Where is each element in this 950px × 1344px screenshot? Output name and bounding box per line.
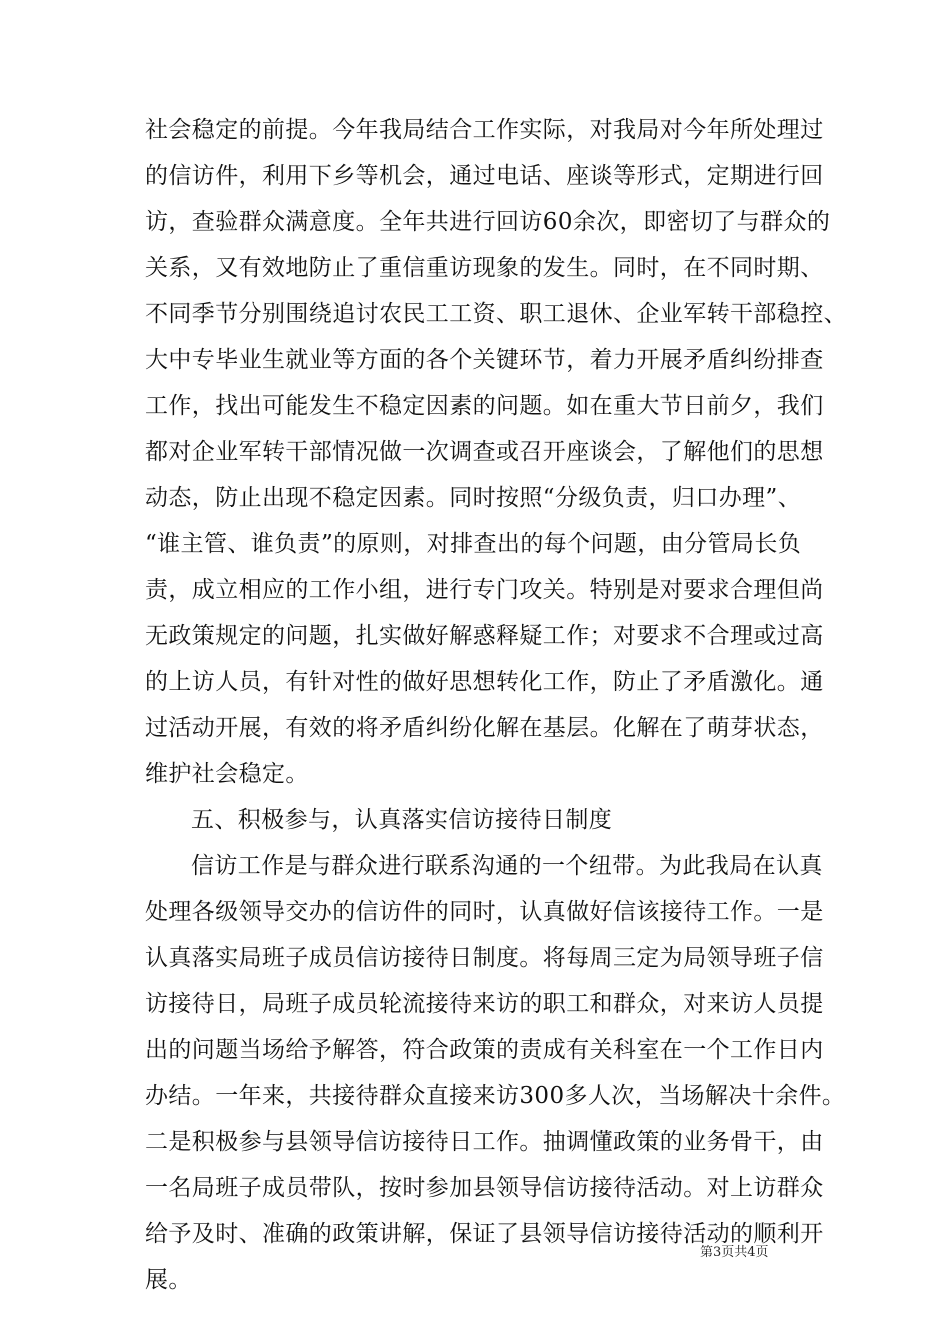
text-line: 认真落实局班子成员信访接待日制度。将每周三定为局领导班子信 <box>145 945 824 971</box>
text-line: 信访工作是与群众进行联系沟通的一个纽带。为此我局在认真 <box>191 853 823 879</box>
text-line: 出的问题当场给予解答，符合政策的责成有关科室在一个工作日内 <box>145 1037 824 1063</box>
text-line: 的信访件，利用下乡等机会，通过电话、座谈等形式，定期进行回 <box>145 163 824 189</box>
text-line: 过活动开展，有效的将矛盾纠纷化解在基层。化解在了萌芽状态， <box>145 715 824 741</box>
text-line: 一名局班子成员带队，按时参加县领导信访接待活动。对上访群众 <box>145 1175 824 1201</box>
section-heading: 五、积极参与，认真落实信访接待日制度 <box>191 807 613 833</box>
text-line: 不同季节分别围绕追讨农民工工资、职工退休、企业军转干部稳控、 <box>145 301 847 327</box>
text-line: 都对企业军转干部情况做一次调查或召开座谈会，了解他们的思想 <box>145 439 824 465</box>
text-line: 给予及时、准确的政策讲解，保证了县领导信访接待活动的顺利开 <box>145 1221 824 1247</box>
text-line: 无政策规定的问题，扎实做好解惑释疑工作；对要求不合理或过高 <box>145 623 824 649</box>
page-number: 第3页共4页 <box>700 1245 769 1260</box>
text-line: 工作，找出可能发生不稳定因素的问题。如在重大节日前夕，我们 <box>145 393 824 419</box>
text-line: 社会稳定的前提。今年我局结合工作实际，对我局对今年所处理过 <box>145 117 824 143</box>
text-line: 的上访人员，有针对性的做好思想转化工作，防止了矛盾激化。通 <box>145 669 824 695</box>
text-line: 访接待日，局班子成员轮流接待来访的职工和群众，对来访人员提 <box>145 991 824 1017</box>
text-line: 二是积极参与县领导信访接待日工作。抽调懂政策的业务骨干，由 <box>145 1129 824 1155</box>
text-line: 处理各级领导交办的信访件的同时，认真做好信该接待工作。一是 <box>145 899 824 925</box>
text-line: 访，查验群众满意度。全年共进行回访60余次，即密切了与群众的 <box>145 209 831 235</box>
text-line: “谁主管、谁负责”的原则，对排查出的每个问题，由分管局长负 <box>145 531 802 557</box>
text-line: 办结。一年来，共接待群众直接来访300多人次，当场解决十余件。 <box>145 1083 846 1109</box>
text-line: 关系，又有效地防止了重信重访现象的发生。同时，在不同时期、 <box>145 255 824 281</box>
text-line: 动态，防止出现不稳定因素。同时按照“分级负责，归口办理”、 <box>145 485 802 511</box>
text-line: 维护社会稳定。 <box>145 761 309 787</box>
text-line: 责，成立相应的工作小组，进行专门攻关。特别是对要求合理但尚 <box>145 577 824 603</box>
text-line: 展。 <box>145 1267 192 1293</box>
text-line: 大中专毕业生就业等方面的各个关键环节，着力开展矛盾纠纷排查 <box>145 347 824 373</box>
